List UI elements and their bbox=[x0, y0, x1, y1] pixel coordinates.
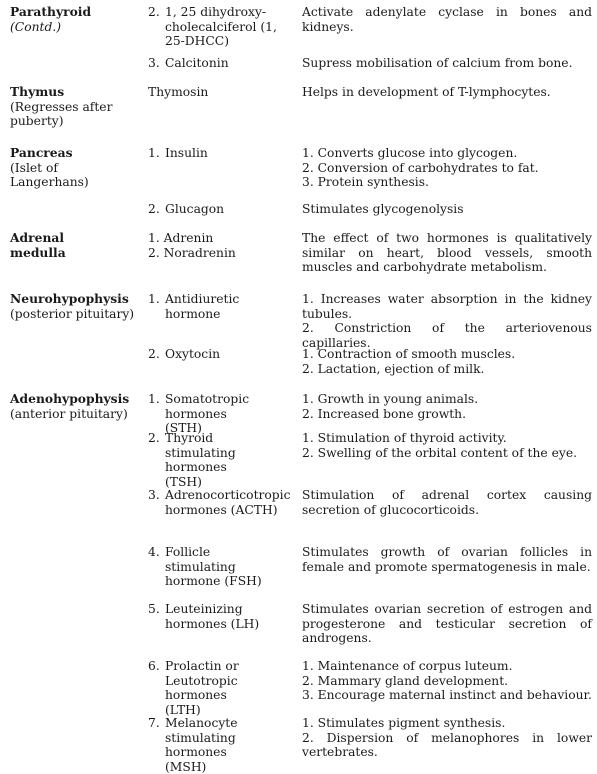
hormone-name: Antidiuretic hormone bbox=[165, 292, 240, 321]
function-text: The effect of two hormones is qualitatively similar on heart, blood vessels, smooth muscles and carbohydrate metabolism. bbox=[302, 231, 592, 275]
function-text: 2. Mammary gland development. bbox=[302, 673, 509, 688]
hormone-name: Leuteinizing hormones (LH) bbox=[165, 602, 260, 631]
hormone-cell bbox=[148, 231, 290, 260]
function-text: Stimulates ovarian secretion of estrogen and progesterone and testicular secretion of androgens. bbox=[302, 602, 592, 646]
function-text: 3. Protein synthesis. bbox=[302, 175, 429, 190]
function-text: Activate adenylate cyclase in bones and kidneys. bbox=[302, 5, 592, 34]
function-text: Helps in development of T-lymphocytes. bbox=[302, 85, 551, 99]
function-cell bbox=[302, 202, 592, 217]
hormone-cell bbox=[148, 431, 290, 489]
hormone-number: 2. bbox=[148, 431, 160, 445]
function-text: 2. Conversion of carbohydrates to fat. bbox=[302, 160, 539, 175]
hormone-name: Insulin bbox=[165, 146, 208, 160]
gland-note: (posterior pituitary) bbox=[10, 306, 135, 321]
hormone-number: 2. bbox=[148, 5, 160, 19]
hormone-name: Thymosin bbox=[148, 85, 209, 99]
function-cell bbox=[302, 56, 592, 71]
gland-cell bbox=[10, 85, 130, 129]
function-text: Stimulates glycogenolysis bbox=[302, 202, 464, 216]
hormone-cell bbox=[148, 347, 290, 362]
function-cell bbox=[302, 602, 592, 646]
hormone-cell bbox=[148, 85, 290, 100]
function-cell bbox=[302, 292, 592, 350]
hormone-number: 3. bbox=[148, 56, 160, 70]
hormone-cell bbox=[148, 602, 290, 631]
function-text: 2. Constriction of the arteriovenous capillaries. bbox=[302, 321, 592, 350]
hormone-cell bbox=[148, 716, 290, 774]
gland-note: (Regresses after puberty) bbox=[10, 99, 113, 129]
hormone-name: 2. Noradrenin bbox=[148, 245, 236, 260]
function-text: 2. Swelling of the orbital content of the eye. bbox=[302, 445, 577, 460]
gland-name: Thymus bbox=[10, 84, 65, 99]
function-text: 1. Stimulation of thyroid activity. bbox=[302, 431, 507, 445]
hormone-name: 1, 25 dihydroxy-cholecalciferol (1, 25-DHCC) bbox=[165, 5, 277, 49]
function-cell bbox=[302, 5, 592, 34]
function-text: 3. Encourage maternal instinct and behaviour. bbox=[302, 688, 592, 703]
hormone-name: Somatotropic hormones (STH) bbox=[165, 392, 250, 436]
hormone-number: 6. bbox=[148, 659, 160, 673]
hormone-number: 2. bbox=[148, 347, 160, 361]
hormone-name: 1. Adrenin bbox=[148, 231, 214, 245]
gland-note: (Islet of Langerhans) bbox=[10, 160, 89, 190]
hormone-cell bbox=[148, 545, 290, 589]
hormone-name: Follicle stimulating hormone (FSH) bbox=[165, 545, 262, 589]
hormone-cell bbox=[148, 5, 290, 49]
function-text: 1. Stimulates pigment synthesis. bbox=[302, 716, 506, 730]
gland-cell bbox=[10, 5, 138, 34]
gland-name: Neurohypophysis bbox=[10, 291, 129, 306]
hormone-name: Adrenocorticotropic hormones (ACTH) bbox=[165, 488, 291, 517]
gland-cell bbox=[10, 392, 146, 421]
gland-cell bbox=[10, 292, 146, 321]
hormone-name: Calcitonin bbox=[165, 56, 229, 70]
function-text: 2. Increased bone growth. bbox=[302, 406, 466, 421]
function-text: 1. Converts glucose into glycogen. bbox=[302, 146, 518, 160]
function-cell bbox=[302, 85, 592, 100]
hormone-cell bbox=[148, 292, 290, 321]
function-text: 2. Dispersion of melanophores in lower vertebrates. bbox=[302, 730, 592, 760]
hormone-name: Prolactin or Leutotropic hormones (LTH) bbox=[165, 659, 239, 717]
hormone-cell bbox=[148, 202, 290, 217]
function-text: Stimulation of adrenal cortex causing secretion of glucocorticoids. bbox=[302, 488, 592, 517]
function-cell bbox=[302, 545, 592, 574]
gland-note: (anterior pituitary) bbox=[10, 406, 128, 421]
function-text: Supress mobilisation of calcium from bone. bbox=[302, 56, 573, 70]
function-cell bbox=[302, 659, 592, 703]
function-cell bbox=[302, 716, 592, 760]
hormone-number: 2. bbox=[148, 202, 160, 216]
hormone-cell bbox=[148, 659, 290, 717]
gland-name: Adrenal medulla bbox=[10, 230, 66, 260]
gland-name: Parathyroid bbox=[10, 4, 92, 19]
function-cell bbox=[302, 347, 592, 376]
function-text: 1. Maintenance of corpus luteum. bbox=[302, 659, 513, 673]
function-text: Stimulates growth of ovarian follicles in female and promote spermatogenesis in male. bbox=[302, 545, 592, 574]
gland-cell bbox=[10, 146, 100, 190]
hormone-number: 1. bbox=[148, 292, 160, 306]
hormone-cell bbox=[148, 392, 290, 436]
gland-name: Adenohypophysis bbox=[10, 391, 130, 406]
hormone-name: Thyroid stimulating hormones (TSH) bbox=[165, 431, 236, 489]
hormone-number: 5. bbox=[148, 602, 160, 616]
hormone-number: 7. bbox=[148, 716, 160, 730]
function-text: 1. Increases water absorption in the kidney tubules. bbox=[302, 292, 592, 321]
function-cell bbox=[302, 431, 592, 460]
gland-name: Pancreas bbox=[10, 145, 73, 160]
hormone-cell bbox=[148, 488, 290, 517]
gland-cell bbox=[10, 231, 86, 260]
hormone-number: 1. bbox=[148, 146, 160, 160]
hormone-number: 4. bbox=[148, 545, 160, 559]
function-text: 1. Growth in young animals. bbox=[302, 392, 479, 406]
hormone-name: Glucagon bbox=[165, 202, 225, 216]
function-cell bbox=[302, 146, 592, 190]
function-text: 1. Contraction of smooth muscles. bbox=[302, 347, 516, 361]
hormone-number: 3. bbox=[148, 488, 160, 502]
function-text: 2. Lactation, ejection of milk. bbox=[302, 361, 485, 376]
hormone-number: 1. bbox=[148, 392, 160, 406]
function-cell bbox=[302, 231, 592, 275]
hormone-name: Oxytocin bbox=[165, 347, 221, 361]
hormone-cell bbox=[148, 146, 290, 161]
gland-note: (Contd.) bbox=[10, 19, 62, 34]
function-cell bbox=[302, 488, 592, 517]
function-cell bbox=[302, 392, 592, 421]
hormone-cell bbox=[148, 56, 290, 71]
hormone-name: Melanocyte stimulating hormones (MSH) bbox=[165, 716, 238, 774]
